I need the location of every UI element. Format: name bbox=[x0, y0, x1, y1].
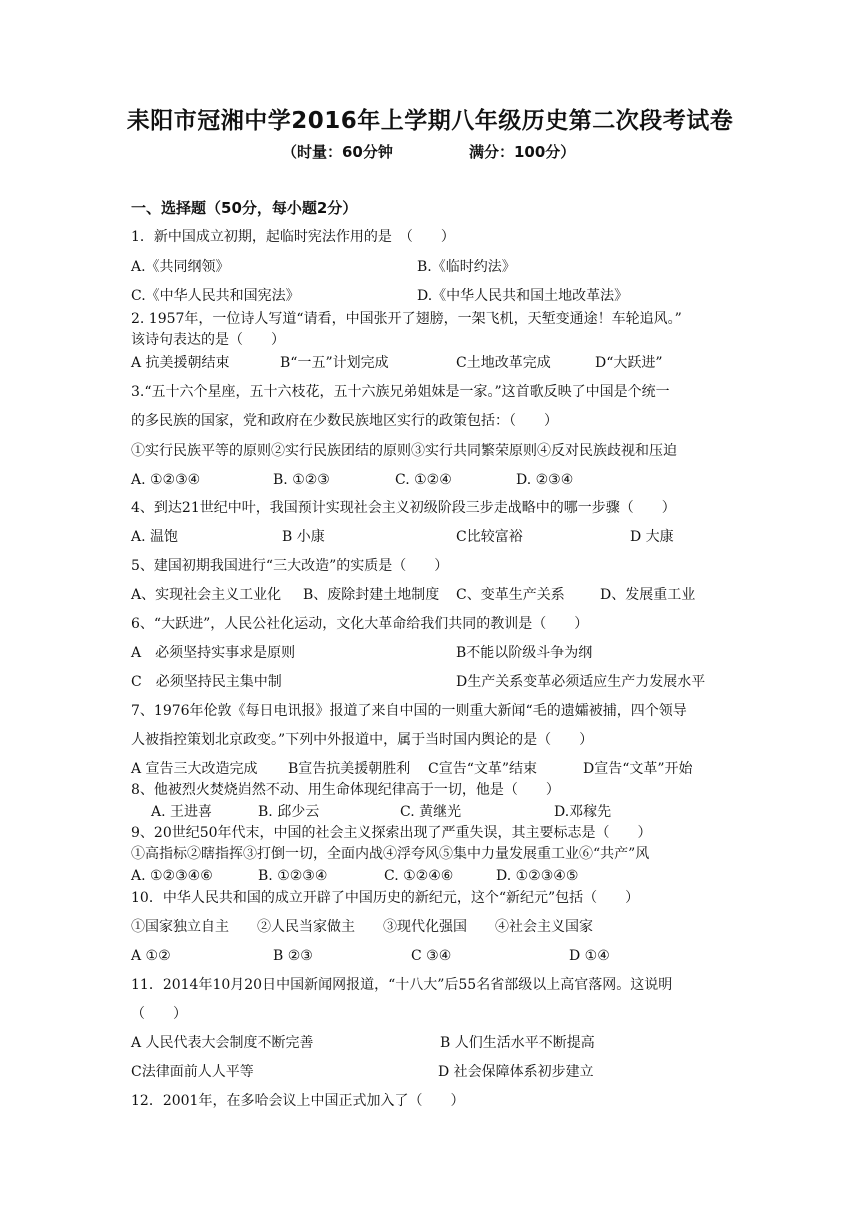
question-1-option-d: D.《中华人民共和国土地改革法》 bbox=[417, 288, 629, 304]
question-9-items: ①高指标②瞎指挥③打倒一切，全面内战④浮夸风⑤集中力量发展重工业⑥“共产”风 bbox=[131, 846, 650, 862]
question-9-option-a: A. ①②③④⑥ bbox=[131, 868, 213, 884]
question-3-stem-line2: 的多民族的国家，党和政府在少数民族地区实行的政策包括：（ ） bbox=[131, 413, 558, 429]
question-9-option-d: D. ①②③④⑤ bbox=[496, 868, 579, 884]
exam-score: 满分：100分） bbox=[469, 143, 576, 161]
question-1-option-a: A.《共同纲领》 bbox=[131, 259, 230, 275]
question-11-option-b: B 人们生活水平不断提高 bbox=[440, 1035, 595, 1051]
question-5-option-d: D、发展重工业 bbox=[600, 587, 696, 603]
question-2-stem-line1: 2. 1957年，一位诗人写道“请看，中国张开了翅膀，一架飞机，天堑变通途！车轮追风。” bbox=[131, 311, 682, 327]
question-12-stem: 12．2001年，在多哈会议上中国正式加入了（ ） bbox=[131, 1093, 465, 1109]
question-9-stem: 9、20世纪50年代末，中国的社会主义探索出现了严重失误，其主要标志是（ ） bbox=[131, 825, 652, 841]
question-7-option-b: B宣告抗美援朝胜利 bbox=[288, 761, 411, 777]
question-7-option-d: D宣告“文革”开始 bbox=[583, 761, 693, 777]
question-7-stem-line2: 人被指控策划北京政变。”下列中外报道中，属于当时国内舆论的是（ ） bbox=[131, 732, 594, 748]
question-11-option-c: C法律面前人人平等 bbox=[131, 1064, 254, 1080]
question-1-option-c: C.《中华人民共和国宪法》 bbox=[131, 288, 300, 304]
question-1-option-b: B.《临时约法》 bbox=[417, 259, 516, 275]
question-6-stem: 6、“大跃进”，人民公社化运动，文化大革命给我们共同的教训是（ ） bbox=[131, 616, 589, 632]
question-5-option-a: A、实现社会主义工业化 bbox=[131, 587, 282, 603]
question-6-option-b: B不能以阶级斗争为纲 bbox=[456, 645, 593, 661]
question-7-option-a: A 宣告三大改造完成 bbox=[131, 761, 258, 777]
question-5-option-c: C、变革生产关系 bbox=[456, 587, 565, 603]
question-8-option-c: C. 黄继光 bbox=[400, 804, 462, 820]
question-3-option-b: B. ①②③ bbox=[273, 472, 330, 488]
question-5-option-b: B、废除封建土地制度 bbox=[303, 587, 440, 603]
question-2-option-c: C土地改革完成 bbox=[456, 355, 551, 371]
section-heading: 一、选择题（50分，每小题2分） bbox=[131, 199, 358, 217]
question-9-option-b: B. ①②③④ bbox=[258, 868, 328, 884]
question-2-option-a: A 抗美援朝结束 bbox=[131, 355, 230, 371]
question-10-stem: 10．中华人民共和国的成立开辟了中国历史的新纪元，这个“新纪元”包括（ ） bbox=[131, 890, 640, 906]
exam-title: 耒阳市冠湘中学2016年上学期八年级历史第二次段考试卷 bbox=[126, 108, 734, 134]
exam-time: （时量：60分钟 bbox=[282, 143, 393, 161]
question-7-option-c: C宣告“文革”结束 bbox=[428, 761, 538, 777]
question-2-stem-line2: 该诗句表达的是（ ） bbox=[131, 332, 285, 348]
question-4-option-b: B 小康 bbox=[282, 529, 325, 545]
question-7-stem-line1: 7、1976年伦敦《每日电讯报》报道了来自中国的一则重大新闻“毛的遗孀被捕，四个领导 bbox=[131, 703, 687, 719]
question-10-option-d: D ①④ bbox=[569, 948, 610, 964]
question-11-stem-line2: （ ） bbox=[131, 1006, 187, 1022]
question-6-option-a: A 必须坚持实事求是原则 bbox=[131, 645, 296, 661]
question-3-items: ①实行民族平等的原则②实行民族团结的原则③实行共同繁荣原则④反对民族歧视和压迫 bbox=[131, 443, 677, 459]
question-8-option-b: B. 邱少云 bbox=[258, 804, 320, 820]
question-8-stem: 8、他被烈火焚烧岿然不动、用生命体现纪律高于一切，他是（ ） bbox=[131, 782, 560, 798]
question-6-option-c: C 必须坚持民主集中制 bbox=[131, 674, 282, 690]
question-6-option-d: D生产关系变革必须适应生产力发展水平 bbox=[456, 674, 706, 690]
question-2-option-d: D“大跃进” bbox=[595, 355, 663, 371]
question-11-stem-line1: 11．2014年10月20日中国新闻网报道，“十八大”后55名省部级以上高官落网。这说明 bbox=[131, 977, 673, 993]
question-3-option-d: D. ②③④ bbox=[516, 472, 574, 488]
question-4-option-d: D 大康 bbox=[630, 529, 674, 545]
question-11-option-a: A 人民代表大会制度不断完善 bbox=[131, 1035, 314, 1051]
question-10-items: ①国家独立自主 ②人民当家做主 ③现代化强国 ④社会主义国家 bbox=[131, 919, 593, 935]
question-4-stem: 4、到达21世纪中叶，我国预计实现社会主义初级阶段三步走战略中的哪一步骤（ ） bbox=[131, 500, 676, 516]
question-5-stem: 5、建国初期我国进行“三大改造”的实质是（ ） bbox=[131, 558, 449, 574]
question-8-option-d: D.邓稼先 bbox=[554, 804, 612, 820]
question-10-option-b: B ②③ bbox=[273, 948, 313, 964]
question-2-option-b: B“一五”计划完成 bbox=[280, 355, 389, 371]
question-3-option-a: A. ①②③④ bbox=[131, 472, 201, 488]
question-1-stem: 1．新中国成立初期，起临时宪法作用的是 （ ） bbox=[131, 229, 455, 245]
question-9-option-c: C. ①②④⑥ bbox=[384, 868, 454, 884]
question-4-option-a: A. 温饱 bbox=[131, 529, 179, 545]
question-3-option-c: C. ①②④ bbox=[395, 472, 452, 488]
question-10-option-c: C ③④ bbox=[411, 948, 452, 964]
question-4-option-c: C比较富裕 bbox=[456, 529, 523, 545]
question-3-stem-line1: 3.“五十六个星座，五十六枝花，五十六族兄弟姐妹是一家。”这首歌反映了中国是个统一 bbox=[131, 384, 670, 400]
question-11-option-d: D 社会保障体系初步建立 bbox=[438, 1064, 594, 1080]
question-8-option-a: A. 王进喜 bbox=[151, 804, 213, 820]
question-10-option-a: A ①② bbox=[131, 948, 171, 964]
